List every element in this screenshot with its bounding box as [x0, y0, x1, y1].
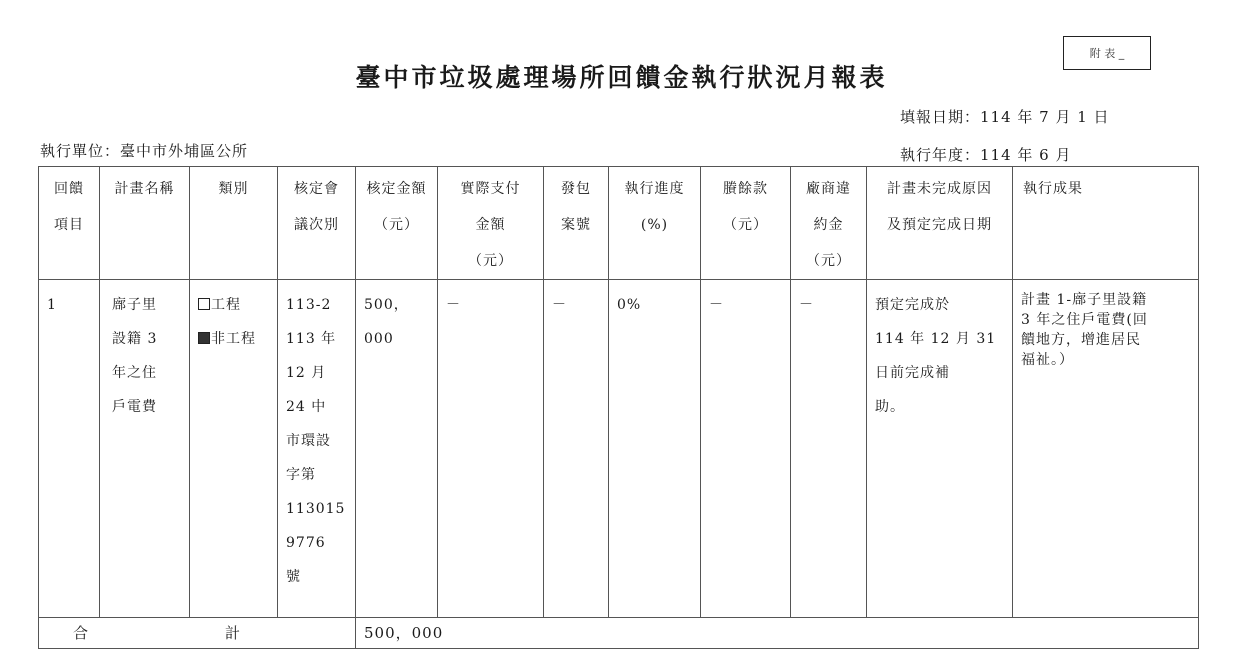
- cell-meeting: 113-2 113 年 12 月 24 中 市環設 字第 113015 9776 號: [278, 280, 356, 618]
- header-cell-progress: 執行進度 (%): [609, 167, 701, 280]
- header-cell-penalty: 廠商違 約金 （元）: [791, 167, 867, 280]
- cell-contract-no: －: [544, 280, 609, 618]
- total-amount: 500，000: [356, 618, 1199, 649]
- header-cell-category: 類別: [190, 167, 278, 280]
- cell-approved-amount: 500，000: [356, 280, 438, 618]
- header-cell-meeting: 核定會 議次別: [278, 167, 356, 280]
- header-cell-reason: 計畫未完成原因 及預定完成日期: [867, 167, 1013, 280]
- category-option-non-engineering: 非工程: [198, 322, 277, 356]
- report-title: 臺中市垃圾處理場所回饋金執行狀況月報表: [355, 63, 888, 92]
- cell-progress: 0%: [609, 280, 701, 618]
- cell-surplus: －: [701, 280, 791, 618]
- cell-item-no: 1: [39, 280, 100, 618]
- total-row: [39, 618, 1199, 649]
- cell-category: [190, 280, 278, 618]
- attachment-label-box: 附 表 _: [1063, 36, 1151, 70]
- cell-reason: 預定完成於 114 年 12 月 31 日前完成補 助。: [867, 280, 1013, 618]
- checkbox-checked-icon: [198, 332, 210, 344]
- header-cell-actual-paid: 實際支付 金額 （元）: [438, 167, 544, 280]
- cell-actual-paid: －: [438, 280, 544, 618]
- total-label-right: 計: [225, 624, 242, 642]
- header-cell-contract-no: 發包 案號: [544, 167, 609, 280]
- header-cell-plan-name: 計畫名稱: [100, 167, 190, 280]
- header-cell-item: 回饋 項目: [39, 167, 100, 280]
- cell-penalty: －: [791, 280, 867, 618]
- cell-plan-name: 廍子里 設籍 3 年之住 戶電費: [100, 280, 190, 618]
- header-cell-surplus: 賸餘款 （元）: [701, 167, 791, 280]
- cell-result: 計畫 1-廍子里設籍 3 年之住戶電費(回 饋地方，增進居民 福祉。）: [1013, 280, 1199, 618]
- header-cell-result: 執行成果: [1013, 167, 1199, 280]
- header-cell-approved-amount: 核定金額 （元）: [356, 167, 438, 280]
- header-row: [39, 167, 1199, 280]
- total-label-left: 合: [73, 624, 90, 642]
- fill-date: 填報日期：114 年 7 月 1 日: [900, 108, 1110, 126]
- category-option-engineering: 工程: [198, 288, 277, 322]
- checkbox-unchecked-icon: [198, 298, 210, 310]
- execution-period: 執行年度：114 年 6 月: [900, 146, 1072, 164]
- total-label-cell: [39, 618, 356, 649]
- table-row: [39, 280, 1199, 618]
- report-table: [38, 166, 1199, 649]
- executing-unit: 執行單位：臺中市外埔區公所: [40, 142, 249, 160]
